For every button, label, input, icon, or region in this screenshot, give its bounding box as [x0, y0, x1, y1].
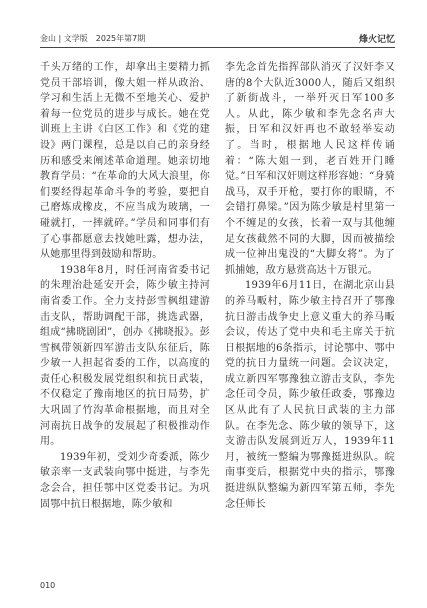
paragraph: 1939年初，受刘少奇委派，陈少敏亲率一支武装向鄂中挺进，与李先念会合，担任鄂中区党委书记。为巩固鄂中抗日根据地，陈少敏和: [40, 451, 210, 510]
journal-issue-label: 金山 | 文学版 2025年第7期: [40, 34, 146, 43]
section-title: 烽火记忆: [358, 35, 395, 45]
paragraph: 1939年6月11日，在湖北京山县的养马畈村，陈少敏主持召开了鄂豫抗日游击战争史上意义重大的养马畈会议，传达了党中央和毛主席关于抗日根据地的6条指示，讨论鄂中、鄂中党的抗日力量统一问题。会议决定，成立新四军鄂豫独立游击支队，李先念任司令员，陈少敏任政委，鄂豫边区从此有了人民抗日武装的主力部队。在李先念、陈少敏的领导下，这支游击队发展到近万人，1939年11月，被统一整编为鄂豫挺进纵队。皖南事变后，根据党中央的指示，鄂豫挺进纵队整编为新四军第五师，李先念任师长: [225, 280, 395, 510]
page-number: 010: [40, 581, 56, 590]
header-divider: [40, 47, 395, 48]
left-text-column: [40, 60, 210, 512]
paragraph: 1938年8月，时任河南省委书记的朱理治赴延安开会，陈少敏主持河南省委工作。全力支持彭雪枫组建游击支队，帮助调配干部，挑选武器，组成“拂晓剧团”，创办《拂晓报》。彭雪枫带领新四军游击支队东征后，陈少敏一人担起省委的工作，以高度的责任心积极发展党组织和抗日武装，不仅稳定了豫南地区的抗日局势，扩大巩固了竹沟革命根据地，而且对全河南抗日战争的发展起了积极推动作用。: [40, 264, 210, 448]
running-header: [40, 33, 395, 47]
paragraph: 千头万绪的工作，却拿出主要精力抓党员干部培训，像大姐一样从政治、学习和生活上无微不至地关心、爱护着每一位党员的进步与成长。她在党训班上主讲《白区工作》和《党的建设》两门课程，总是以自己的亲身经历和感受来阐述革命道理。她亲切地教育学员：“在革命的大风大浪里，你们要经得起革命斗争的考验，要把自己磨炼成橡皮，不应当成为玻璃，一碰就打，一摔就碎。”学员和同事们有了心事都愿意去找她吐露，想办法，从她那里得到鼓励和帮助。: [40, 62, 210, 261]
paragraph: 李先念首先指挥部队消灭了汉奸李又唐的8个大队近3000人，随后又组织了新街战斗，一举歼灭日军100多人。从此，陈少敏和李先念名声大振，日军和汉奸再也不敢轻举妄动了。当时，根据地人民这样传诵着：“陈大姐一到，老百姓开门睡觉。”日军和汉奸则这样形容她：“身骑战马，双手开枪，要打你的眼睛，不会错打鼻梁。”因为陈少敏是村里第一个不缠足的女孩，长着一双与其他缠足女孩截然不同的大脚，因而被描绘成一位神出鬼没的“大脚女将”。为了抓捕她，敌方悬赏高达十万银元。: [225, 62, 395, 276]
right-text-column: [225, 60, 395, 512]
